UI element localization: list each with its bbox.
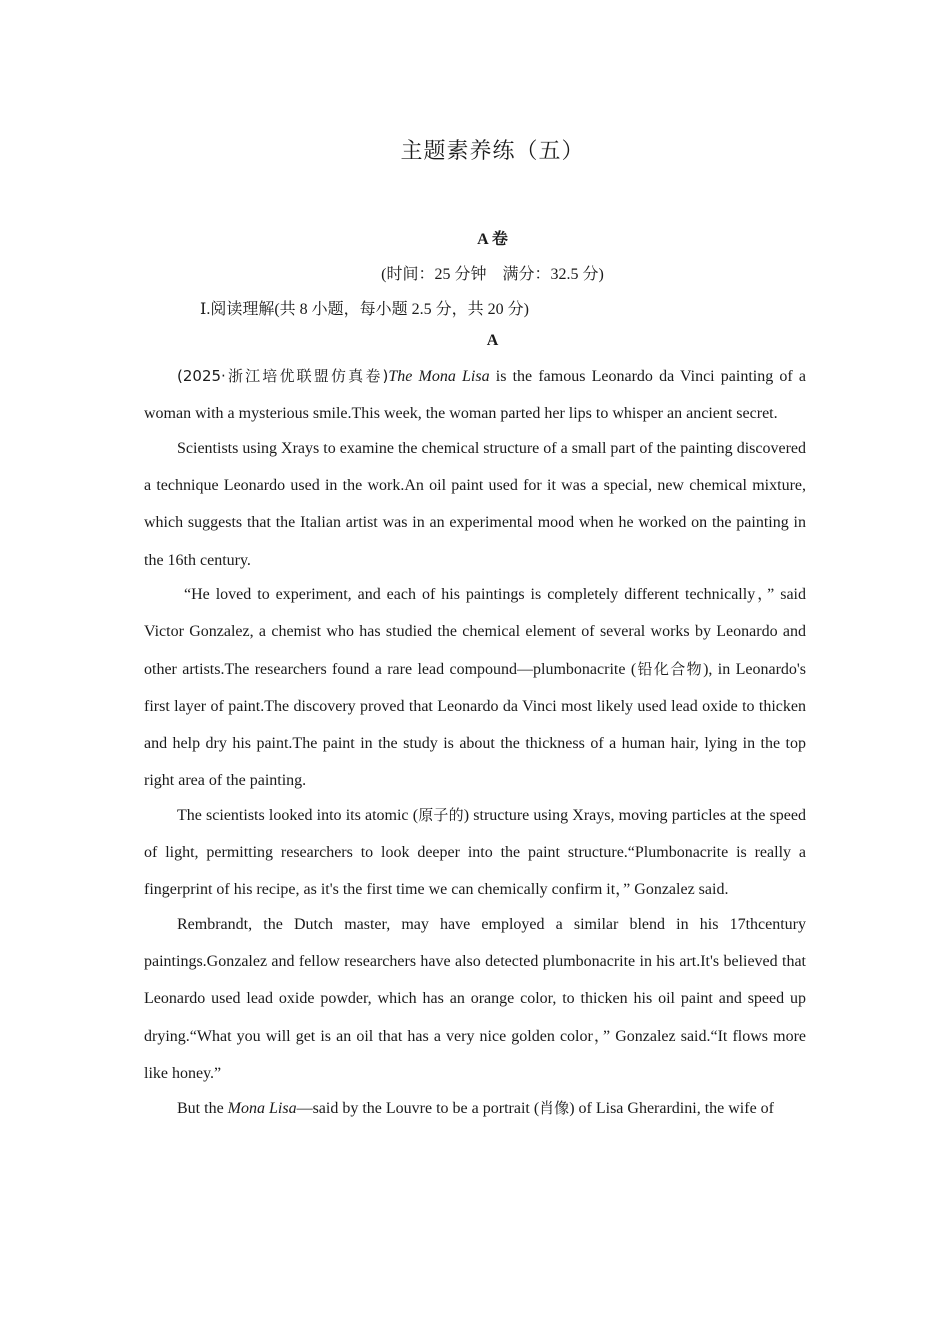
paragraph-6-gloss: 肖像 bbox=[539, 1098, 570, 1117]
source-citation: (2025·浙江培优联盟仿真卷) bbox=[177, 367, 389, 385]
italic-title: The Mona Lisa bbox=[388, 368, 490, 385]
paragraph-4-part2: ) structure using Xrays, moving particles at the speed of light, permitting researchers to look deeper into the paint structure.“Plumbonacrite is really a fingerprint of his recipe, as it's the first time we can chemically confirm it，” Gonzalez said. bbox=[144, 806, 806, 899]
paragraph-6-part3: ) of Lisa Gherardini, the wife of bbox=[569, 1099, 774, 1117]
paragraph-3-part2: ), in Leonardo's first layer of paint.The discovery proved that Leonardo da Vinci most likely used lead oxide to thicken and help dry his paint.The paint in the study is about the thickness of a human hair, lying in the top right area of the painting. bbox=[144, 660, 807, 790]
paragraph-3-part1: “He loved to experiment, and each of his paintings is completely different technically，” said Victor Gonzalez, a chemist who has studied the chemical element of several works by Leonardo and other artists.The researchers found a rare lead compound—plumbonacrite ( bbox=[144, 586, 806, 678]
page-title: 主题素养练（五） bbox=[400, 139, 585, 164]
paragraph-6 bbox=[144, 1090, 806, 1127]
paragraph-6-italic: Mona Lisa bbox=[227, 1099, 297, 1117]
section-label: A 卷 bbox=[477, 231, 508, 248]
paragraph-4 bbox=[144, 797, 806, 909]
paragraph-6-part1: But the bbox=[177, 1099, 228, 1117]
paragraph-4-part1: The scientists looked into its atomic ( bbox=[177, 806, 419, 824]
part-heading: Ⅰ.阅读理解(共 8 小题，每小题 2.5 分，共 20 分) bbox=[200, 301, 529, 318]
paragraph-3 bbox=[144, 576, 806, 799]
exam-meta: (时间：25 分钟 满分：32.5 分) bbox=[381, 266, 604, 283]
paragraph-1-text: is the famous Leonardo da Vinci painting of a woman with a mysterious smile.This week, the woman parted her lips to whisper an ancient secret. bbox=[144, 368, 807, 423]
paragraph-6-part2: —said by the Louvre to be a portrait ( bbox=[296, 1099, 540, 1117]
paragraph-3-gloss: 铅化合物 bbox=[636, 659, 704, 678]
paragraph-5: Rembrandt, the Dutch master, may have employed a similar blend in his 17thcentury paintings.Gonzalez and fellow researchers have also detected plumbonacrite in his art.It's believed that Leonardo used lead oxide powder, which has an orange color, to thicken his oil paint and speed up drying.“What you will get is an oil that has a very nice golden color，” Gonzalez said.“It flows more like honey.” bbox=[144, 916, 806, 1082]
paragraph-1 bbox=[144, 358, 806, 432]
paragraph-2: Scientists using Xrays to examine the chemical structure of a small part of the painting discovered a technique Leonardo used in the work.An oil paint used for it was a special, new chemical mixture, which suggests that the Italian artist was in an experimental mood when he worked on the painting in the 16th century. bbox=[144, 439, 806, 569]
passage-body bbox=[144, 358, 806, 1124]
passage-label: A bbox=[486, 332, 499, 349]
paragraph-4-gloss: 原子的 bbox=[418, 805, 464, 824]
